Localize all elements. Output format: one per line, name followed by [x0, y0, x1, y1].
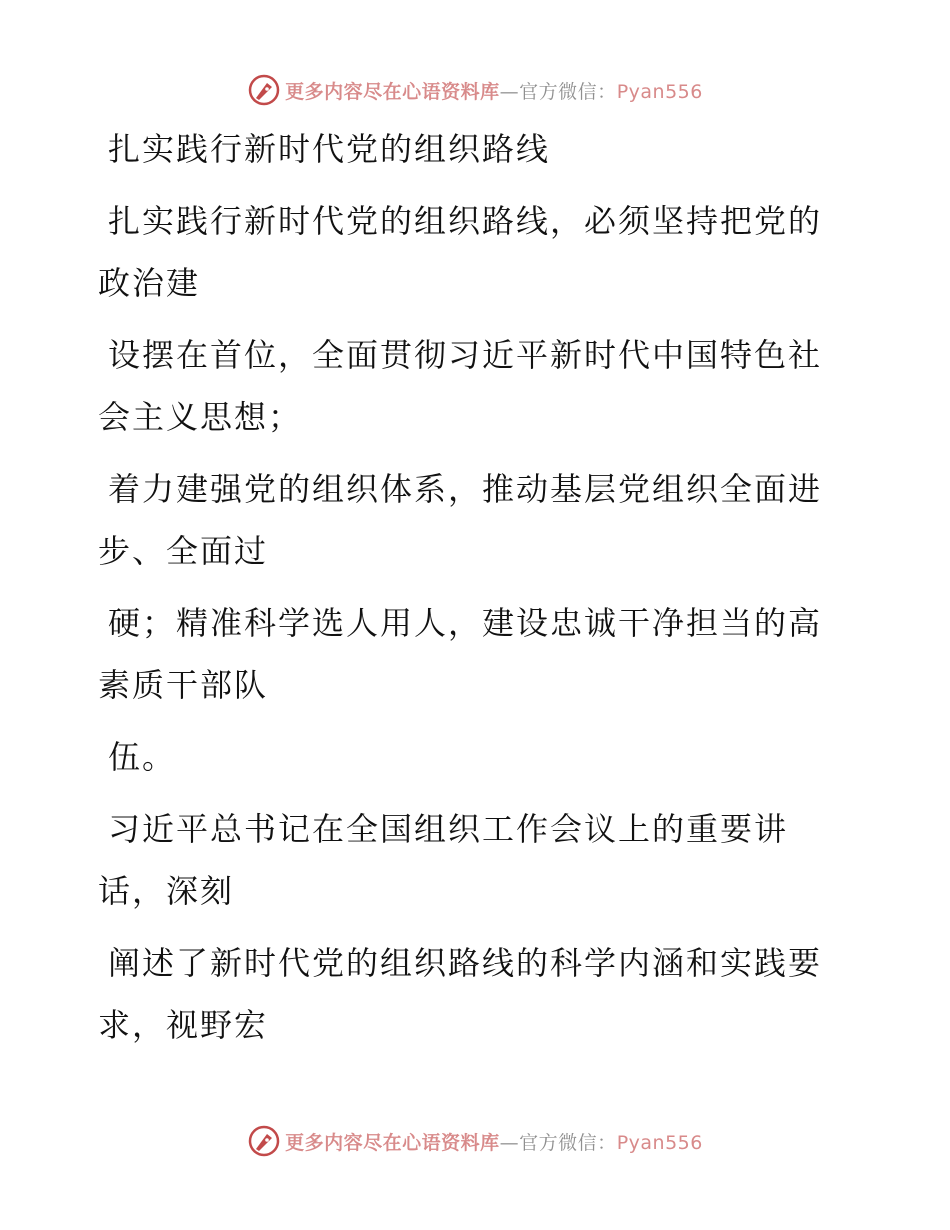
paragraph-7: 习近平总书记在全国组织工作会议上的重要讲话，深刻: [98, 810, 789, 910]
paragraph-3: 设摆在首位，全面贯彻习近平新时代中国特色社会主义思想；: [98, 336, 823, 436]
watermark-banner-bottom: [0, 1121, 950, 1161]
paragraph-5: 硬；精准科学选人用人，建设忠诚干净担当的高素质干部队: [98, 604, 823, 704]
watermark-wechat-id: Pyan556: [616, 80, 703, 103]
watermark-main: 更多内容尽在心语资料库: [285, 80, 500, 103]
watermark-wechat-label: 官方微信：: [519, 80, 617, 103]
paragraph-4: 着力建强党的组织体系，推动基层党组织全面进步、全面过: [98, 470, 823, 570]
paragraph-1: 扎实践行新时代党的组织路线: [108, 130, 551, 168]
paragraph-2: 扎实践行新时代党的组织路线，必须坚持把党的政治建: [98, 202, 823, 302]
watermark-wechat-label: 官方微信：: [519, 1131, 617, 1154]
watermark-banner-top: [0, 70, 950, 110]
watermark-separator: —: [499, 80, 520, 103]
document-body: [98, 118, 838, 1066]
paragraph-6: 伍。: [108, 738, 177, 776]
watermark-main: 更多内容尽在心语资料库: [285, 1131, 500, 1154]
pen-nib-logo-icon: [247, 73, 281, 107]
watermark-wechat-id: Pyan556: [616, 1131, 703, 1154]
paragraph-8: 阐述了新时代党的组织路线的科学内涵和实践要求，视野宏: [98, 944, 823, 1044]
watermark-text: [285, 1128, 703, 1155]
pen-nib-logo-icon: [247, 1124, 281, 1158]
watermark-separator: —: [499, 1131, 520, 1154]
watermark-text: [285, 77, 703, 104]
